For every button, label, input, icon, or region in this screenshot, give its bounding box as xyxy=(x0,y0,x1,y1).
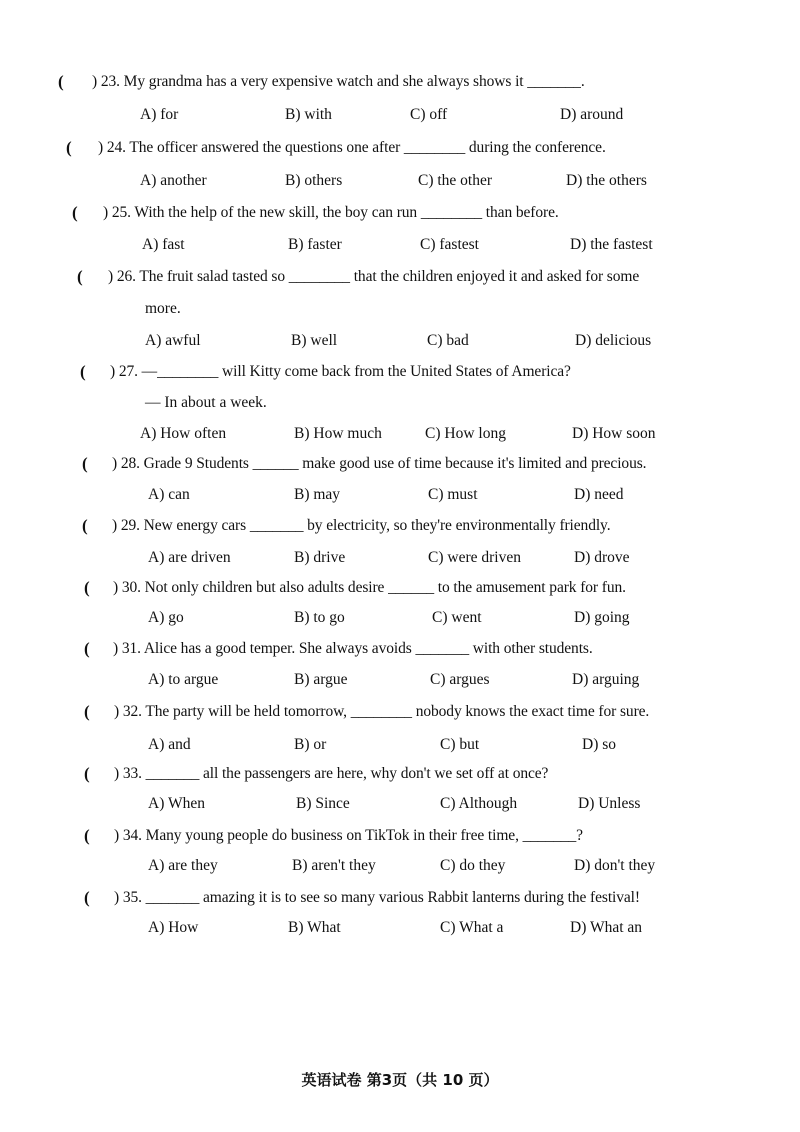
option-c: C) off xyxy=(410,106,448,123)
question-continuation: more. xyxy=(145,300,181,317)
option-a: A) are driven xyxy=(148,549,231,566)
option-b: B) may xyxy=(294,486,341,503)
question-stem: ) 24. The officer answered the questions one after ________ during the conference. xyxy=(98,139,606,156)
answer-bracket[interactable]: ( xyxy=(72,203,78,222)
option-c: C) went xyxy=(432,609,482,626)
option-d: D) the others xyxy=(566,172,647,189)
option-b: B) What xyxy=(288,919,341,936)
option-b: B) faster xyxy=(288,236,342,253)
answer-bracket[interactable]: ( xyxy=(84,639,90,658)
option-d: D) What an xyxy=(570,919,643,936)
option-a: A) to argue xyxy=(148,671,219,688)
answer-bracket[interactable]: ( xyxy=(84,702,90,721)
option-b: B) others xyxy=(285,172,343,189)
option-a: A) for xyxy=(140,106,179,123)
option-a: A) When xyxy=(148,795,205,812)
answer-bracket[interactable]: ( xyxy=(66,138,72,157)
option-c: C) What a xyxy=(440,919,504,936)
option-c: C) do they xyxy=(440,857,506,874)
option-d: D) need xyxy=(574,486,624,503)
option-d: D) don't they xyxy=(574,857,656,874)
option-b: B) with xyxy=(285,106,332,123)
question-stem: ) 34. Many young people do business on TikTok in their free time, _______? xyxy=(114,827,583,844)
question-32 xyxy=(0,702,800,732)
option-b: B) drive xyxy=(294,549,346,566)
option-a: A) awful xyxy=(145,332,201,349)
question-26 xyxy=(0,267,800,327)
question-24 xyxy=(0,138,800,168)
option-a: A) and xyxy=(148,736,191,753)
question-stem: ) 30. Not only children but also adults desire ______ to the amusement park for fun. xyxy=(113,579,626,596)
option-c: C) the other xyxy=(418,172,493,189)
option-c: C) were driven xyxy=(428,549,521,566)
option-a: A) How often xyxy=(140,425,227,442)
answer-bracket[interactable]: ( xyxy=(84,826,90,845)
answer-bracket[interactable]: ( xyxy=(82,516,88,535)
question-27 xyxy=(0,362,800,422)
answer-bracket[interactable]: ( xyxy=(82,454,88,473)
option-c: C) fastest xyxy=(420,236,479,253)
option-a: A) are they xyxy=(148,857,218,874)
question-33 xyxy=(0,764,800,794)
option-c: C) How long xyxy=(425,425,506,442)
option-b: B) argue xyxy=(294,671,348,688)
option-d: D) Unless xyxy=(578,795,641,812)
question-35 xyxy=(0,888,800,918)
option-d: D) the fastest xyxy=(570,236,653,253)
question-stem: ) 27. —________ will Kitty come back from the United States of America? xyxy=(110,363,571,380)
question-23 xyxy=(0,72,800,102)
option-b: B) or xyxy=(294,736,327,753)
question-28 xyxy=(0,454,800,484)
question-stem: ) 25. With the help of the new skill, the boy can run ________ than before. xyxy=(103,204,559,221)
question-stem: ) 35. _______ amazing it is to see so many various Rabbit lanterns during the festival! xyxy=(114,889,640,906)
option-c: C) must xyxy=(428,486,478,503)
option-b: B) How much xyxy=(294,425,382,442)
answer-bracket[interactable]: ( xyxy=(84,888,90,907)
option-a: A) another xyxy=(140,172,207,189)
option-c: C) but xyxy=(440,736,480,753)
page-footer: 英语试卷 第3页（共 10 页） xyxy=(301,1071,499,1089)
option-d: D) arguing xyxy=(572,671,640,688)
answer-bracket[interactable]: ( xyxy=(80,362,86,381)
question-25 xyxy=(0,203,800,233)
option-b: B) well xyxy=(291,332,338,349)
question-stem: ) 32. The party will be held tomorrow, ________ nobody knows the exact time for sure. xyxy=(114,703,650,720)
option-b: B) Since xyxy=(296,795,350,812)
option-d: D) around xyxy=(560,106,624,123)
question-stem: ) 28. Grade 9 Students ______ make good use of time because it's limited and precious. xyxy=(112,455,647,472)
option-a: A) can xyxy=(148,486,190,503)
question-stem: ) 23. My grandma has a very expensive watch and she always shows it _______. xyxy=(92,73,585,90)
answer-bracket[interactable]: ( xyxy=(84,578,90,597)
option-d: D) so xyxy=(582,736,617,753)
option-d: D) going xyxy=(574,609,630,626)
question-continuation: — In about a week. xyxy=(145,394,267,411)
option-a: A) How xyxy=(148,919,199,936)
option-c: C) Although xyxy=(440,795,518,812)
option-b: B) aren't they xyxy=(292,857,376,874)
option-b: B) to go xyxy=(294,609,345,626)
question-stem: ) 33. _______ all the passengers are here, why don't we set off at once? xyxy=(114,765,549,782)
option-c: C) bad xyxy=(427,332,469,349)
option-d: D) delicious xyxy=(575,332,652,349)
question-30 xyxy=(0,578,800,608)
option-a: A) go xyxy=(148,609,184,626)
question-29 xyxy=(0,516,800,546)
option-a: A) fast xyxy=(142,236,185,253)
answer-bracket[interactable]: ( xyxy=(77,267,83,286)
question-stem: ) 29. New energy cars _______ by electricity, so they're environmentally friendly. xyxy=(112,517,611,534)
question-34 xyxy=(0,826,800,856)
answer-bracket[interactable]: ( xyxy=(58,72,64,91)
option-d: D) drove xyxy=(574,549,630,566)
option-c: C) argues xyxy=(430,671,490,688)
question-stem: ) 31. Alice has a good temper. She always avoids _______ with other students. xyxy=(113,640,593,657)
answer-bracket[interactable]: ( xyxy=(84,764,90,783)
question-stem: ) 26. The fruit salad tasted so ________ that the children enjoyed it and asked for some xyxy=(108,268,640,285)
question-31 xyxy=(0,639,800,669)
option-d: D) How soon xyxy=(572,425,656,442)
